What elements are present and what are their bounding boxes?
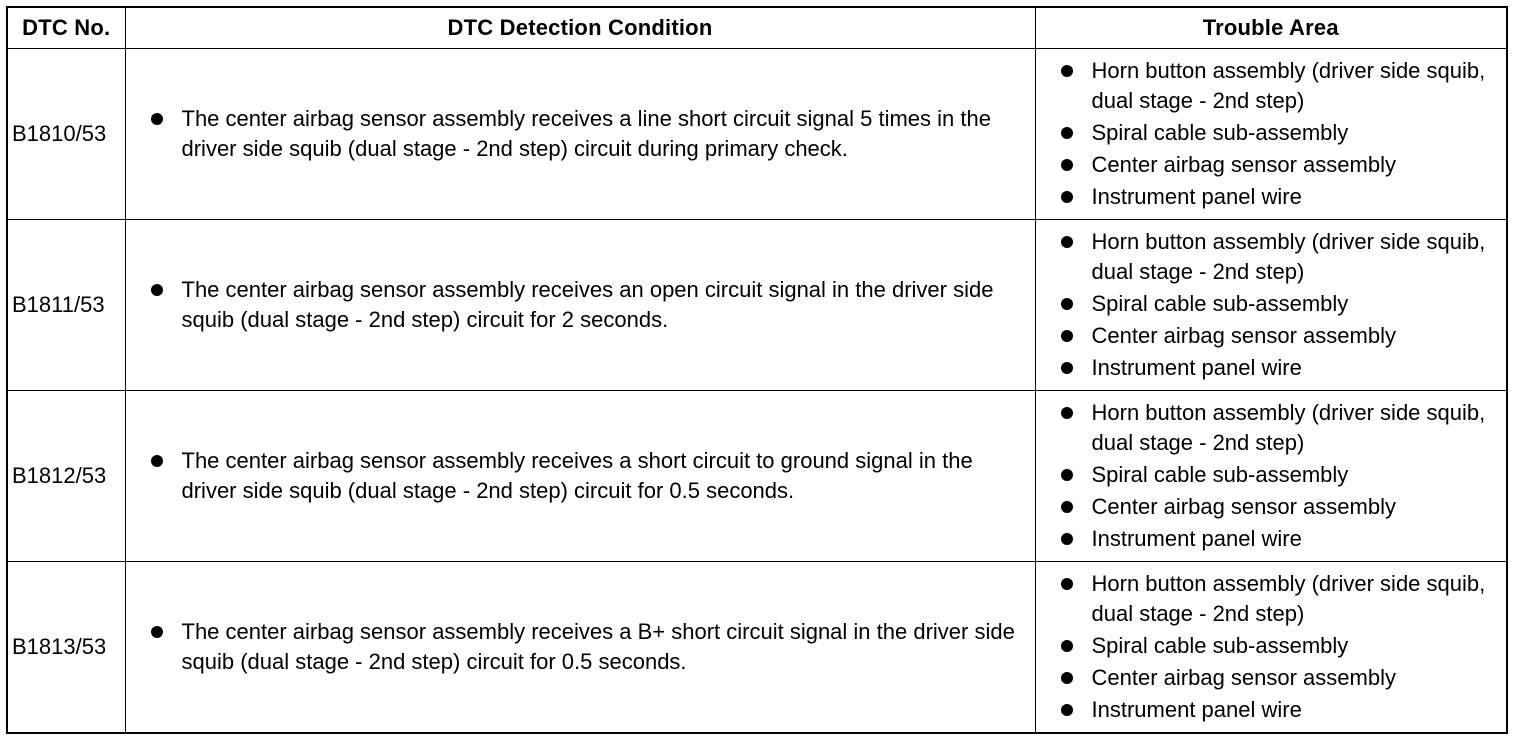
bullet-icon <box>1061 127 1073 139</box>
trouble-area <box>1035 49 1507 220</box>
table-row <box>7 562 1507 734</box>
condition-item <box>150 104 1021 164</box>
bullet-icon <box>1061 704 1073 716</box>
trouble-area-item <box>1060 663 1501 693</box>
condition-text: The center airbag sensor assembly receives an open circuit signal in the driver side squib (dual stage - 2nd step) circuit for 2 seconds. <box>181 277 994 332</box>
condition-text: The center airbag sensor assembly receives a B+ short circuit signal in the driver side squib (dual stage - 2nd step) circuit for 0.5 seconds. <box>181 619 1015 674</box>
bullet-icon <box>151 113 163 125</box>
dtc-code: B1813/53 <box>7 562 125 734</box>
trouble-area-item <box>1060 492 1501 522</box>
bullet-icon <box>1061 159 1073 171</box>
trouble-area <box>1035 391 1507 562</box>
detection-condition <box>125 49 1035 220</box>
bullet-icon <box>1061 236 1073 248</box>
detection-condition <box>125 220 1035 391</box>
bullet-icon <box>1061 533 1073 545</box>
dtc-code: B1812/53 <box>7 391 125 562</box>
header-dtc-no: DTC No. <box>7 7 125 49</box>
trouble-area-text: Instrument panel wire <box>1091 184 1302 209</box>
trouble-area-item <box>1060 398 1501 458</box>
trouble-area-text: Center airbag sensor assembly <box>1091 665 1396 690</box>
dtc-table <box>6 6 1508 734</box>
bullet-icon <box>1061 640 1073 652</box>
dtc-code: B1810/53 <box>7 49 125 220</box>
bullet-icon <box>151 455 163 467</box>
table-row <box>7 49 1507 220</box>
trouble-area-item <box>1060 227 1501 287</box>
table-header-row <box>7 7 1507 49</box>
trouble-area-text: Center airbag sensor assembly <box>1091 323 1396 348</box>
trouble-area-text: Instrument panel wire <box>1091 526 1302 551</box>
trouble-area-text: Horn button assembly (driver side squib, dual stage - 2nd step) <box>1091 571 1486 626</box>
trouble-area-text: Horn button assembly (driver side squib, dual stage - 2nd step) <box>1091 400 1486 455</box>
condition-item <box>150 446 1021 506</box>
trouble-area-item <box>1060 695 1501 725</box>
trouble-area-text: Spiral cable sub-assembly <box>1091 462 1349 487</box>
trouble-area-text: Center airbag sensor assembly <box>1091 152 1396 177</box>
trouble-area-item <box>1060 631 1501 661</box>
bullet-icon <box>1061 578 1073 590</box>
bullet-icon <box>1061 407 1073 419</box>
trouble-area-item <box>1060 524 1501 554</box>
table-row <box>7 391 1507 562</box>
trouble-area-item <box>1060 56 1501 116</box>
bullet-icon <box>151 284 163 296</box>
bullet-icon <box>1061 298 1073 310</box>
trouble-area-item <box>1060 118 1501 148</box>
condition-text: The center airbag sensor assembly receives a line short circuit signal 5 times in the driver side squib (dual stage - 2nd step) circuit during primary check. <box>181 106 991 161</box>
header-detection-condition: DTC Detection Condition <box>125 7 1035 49</box>
bullet-icon <box>1061 501 1073 513</box>
trouble-area-item <box>1060 460 1501 490</box>
trouble-area-item <box>1060 150 1501 180</box>
condition-text: The center airbag sensor assembly receives a short circuit to ground signal in the driver side squib (dual stage - 2nd step) circuit for 0.5 seconds. <box>181 448 973 503</box>
table-row <box>7 220 1507 391</box>
bullet-icon <box>1061 191 1073 203</box>
trouble-area-text: Instrument panel wire <box>1091 697 1302 722</box>
trouble-area <box>1035 562 1507 734</box>
bullet-icon <box>1061 469 1073 481</box>
trouble-area-item <box>1060 182 1501 212</box>
trouble-area-text: Spiral cable sub-assembly <box>1091 120 1349 145</box>
detection-condition <box>125 562 1035 734</box>
trouble-area-text: Horn button assembly (driver side squib, dual stage - 2nd step) <box>1091 58 1486 113</box>
trouble-area-text: Spiral cable sub-assembly <box>1091 633 1349 658</box>
trouble-area-item <box>1060 353 1501 383</box>
condition-item <box>150 275 1021 335</box>
trouble-area-text: Spiral cable sub-assembly <box>1091 291 1349 316</box>
bullet-icon <box>1061 330 1073 342</box>
condition-item <box>150 617 1021 677</box>
bullet-icon <box>151 626 163 638</box>
trouble-area-text: Instrument panel wire <box>1091 355 1302 380</box>
header-trouble-area: Trouble Area <box>1035 7 1507 49</box>
trouble-area-item <box>1060 321 1501 351</box>
trouble-area-text: Horn button assembly (driver side squib, dual stage - 2nd step) <box>1091 229 1486 284</box>
bullet-icon <box>1061 65 1073 77</box>
trouble-area-item <box>1060 289 1501 319</box>
trouble-area-item <box>1060 569 1501 629</box>
detection-condition <box>125 391 1035 562</box>
bullet-icon <box>1061 672 1073 684</box>
trouble-area <box>1035 220 1507 391</box>
trouble-area-text: Center airbag sensor assembly <box>1091 494 1396 519</box>
dtc-code: B1811/53 <box>7 220 125 391</box>
bullet-icon <box>1061 362 1073 374</box>
